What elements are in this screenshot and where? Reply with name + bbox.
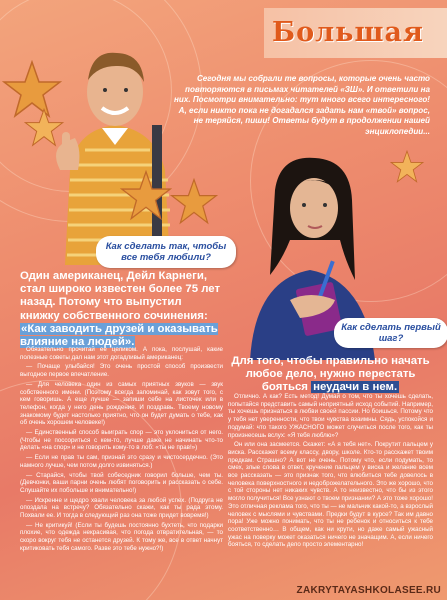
- right-lead-highlight: неудачи в нем.: [313, 380, 398, 393]
- left-lead-highlight: «Как заводить друзей и оказывать влияние на людей».: [20, 322, 218, 349]
- right-lead-plain: Для того, чтобы правильно начать любое дело, нужно перестать бояться: [231, 355, 430, 393]
- right-article-column: [228, 393, 433, 551]
- left-lead-plain: Один американец, Дейл Карнеги, стал широко известен более 75 лет назад. Потому что выпустил книжку собственного сочинения:: [20, 270, 221, 322]
- article-paragraph: — Старайся, чтобы твой собеседник говорил больше, чем ты. (Девчонки, ваши парни очень любят поговорить и рассказать о себе. Слушайте их побольше и внимательно!): [20, 471, 223, 494]
- question-bubble: Как сделать первый шаг?: [334, 318, 447, 348]
- article-paragraph: Он или она засмеется. Скажет: «А я тебя нет». Покрутит пальцем у виска. Расскажет всему классу, двору, школе. Кто-то расскажет твоим предкам. Страшно? А вот не очень. Потому что, если подумать, то смех, злые слова в ответ, кручение пальцем у виска и желание всем все рассказать — это признак того, что влюбиться тебе довелось в человека поверхностного и недоброжелательного. Это же хорошо, что с той стороны нет никаких чувств. А то неизвестно, что бы из этого могло получиться! Все узнают о твоем признании? А это тоже хорошо! Это отличная реклама того, что ты — не мальчик какой-то, а взрослый человек с мыслями и чувствами. Предки будут в курсе? Так им давно пора! Уже можно понимать, что ты не ребенок и относиться к тебе соответственно… В общем, как ни крути, но даже самый ужасный ужас на поверку может оказаться ничего не значащим. А, если ничего бояться, то сделать дело просто элементарно!: [228, 441, 433, 549]
- article-paragraph: — Для человека один из самых приятных звуков — звук собственного имени. (Поэтому всегда запоминай, как зовут того, с кем говоришь. А еще лучше — запиши себе на листочек или в телефон, когда у него день рождения. И поздравь. Твоему новому знакомому будет настолько приятно, что он будет думать о тебе, как об очень хорошем человеке!): [20, 380, 223, 427]
- page-title: Большая: [264, 8, 447, 58]
- star-icon: [24, 108, 64, 148]
- left-article-column: [20, 346, 223, 555]
- article-paragraph: — Почаще улыбайся! Это очень простой способ произвести выгодное первое впечатление.: [20, 363, 223, 379]
- article-paragraph: — Не критикуй! (Если ты будешь постоянно бухтеть, что подарки плохие, что одежда некрасивая, что погода отвратительная, — то скоро вокруг тебя не останется друзей. К тому же, все в ответ начнут критиковать тебя самого. Разве это тебе нужно?!): [20, 521, 223, 552]
- star-icon: [390, 150, 424, 184]
- intro-text: Сегодня мы собрали те вопросы, которые очень часто повторяются в письмах читателей «ЗШ». И ответили на них. Посмотри внимательно: тут много всего интересного! А, если никто пока не догадался задать нам «твой» вопрос, не теряйся, пиши! Ответы будут в продолжении нашей энциклопедии...: [173, 74, 430, 136]
- article-paragraph: — Если не прав ты сам, признай это сразу и чистосердечно. (Это намного лучше, чем потом долго извиняться.): [20, 454, 223, 469]
- right-lead-text: [228, 355, 433, 393]
- article-paragraph: Отлично. А как? Есть метод! Думай о том, что ты хочешь сделать, попытайся представить самый неприятный исход событий. Например, ты хочешь признаться в любви своей пассии. Но боишься. Потому что у тебя нет уверенности, что твои чувства взаимны. Сядь, успокойся и подумай: что такого УЖАСНОГО может случиться после того, как ты произнесешь вслух: «Я тебя люблю»?: [228, 393, 433, 439]
- site-watermark: ZAKRYTAYASHKOLASEE.RU: [296, 585, 441, 596]
- article-paragraph: — Искренне и щедро хвали человека за любой успех. (Подруга не опоздала на встречу? Обязательно скажи, как ты рада этому. Похвали ее. И тогда в следующий раз она тоже придет вовремя!): [20, 496, 223, 520]
- star-icon: [170, 178, 218, 226]
- article-paragraph: Обязательно прочитай ее целиком. А пока, послушай, какие полезные советы дал нам этот догадливый американец:: [20, 346, 223, 361]
- star-icon: [120, 170, 172, 222]
- left-lead-text: [20, 270, 223, 349]
- question-bubble: Как сделать так, чтобы все тебя любили?: [96, 236, 236, 268]
- article-paragraph: — Единственный способ выиграть спор — это уклониться от него. (Чтобы не поссориться с кем-то, лучше даже не начинать что-то делать «на спор» и не говорить кому-то в лоб: «ты не прав!»): [20, 429, 223, 452]
